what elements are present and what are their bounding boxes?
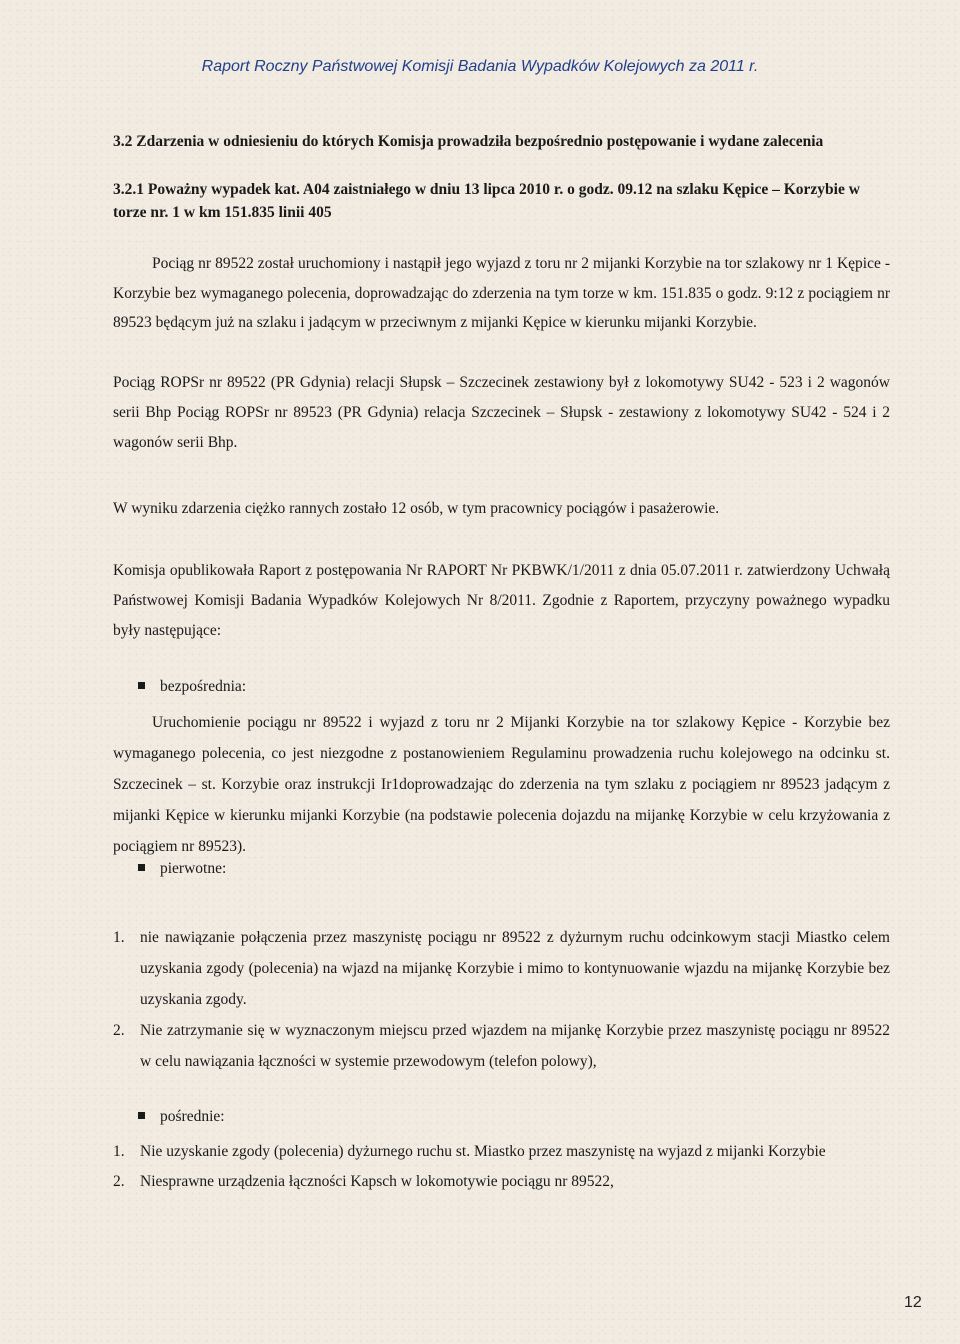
list-number: 2. — [113, 1022, 125, 1039]
paragraph-train-composition: Pociąg ROPSr nr 89522 (PR Gdynia) relacji Słupsk – Szczecinek zestawiony był z lokomotywy SU42 - 523 i 2 wagonów serii Bhp Pociąg ROPSr nr 89523 (PR Gdynia) relacja Szczecinek – Słupsk - zestawiony z lokomotywy SU42 - 524 i 2 wagonów serii Bhp. — [113, 374, 890, 451]
list-text: Niesprawne urządzenia łączności Kapsch w lokomotywie pociągu nr 89522, — [140, 1173, 614, 1190]
bullet-square-icon — [138, 1112, 145, 1119]
list-item — [113, 1137, 890, 1167]
bullet-label: bezpośrednia: — [160, 678, 247, 695]
bullet-indirect-causes — [138, 1108, 225, 1126]
list-item — [113, 922, 890, 1015]
paragraph-train-departure — [113, 249, 890, 338]
list-text: Nie zatrzymanie się w wyznaczonym miejscu przed wjazdem na mijankę Korzybie przez maszynistę pociągu nr 89522 w celu nawiązania łączności w systemie przewodowym (telefon polowy), — [140, 1022, 890, 1070]
list-number: 1. — [113, 929, 125, 946]
list-number: 1. — [113, 1143, 125, 1160]
list-text: nie nawiązanie połączenia przez maszynistę pociągu nr 89522 z dyżurnym ruchu odcinkowym stacji Miastko celem uzyskania zgody (polecenia) na wjazd na mijankę Korzybie i mimo to kontynuowanie wjazdu na mijankę Korzybie bez uzyskania zgody. — [140, 929, 890, 1008]
bullet-label: pośrednie: — [160, 1108, 225, 1125]
paragraph-text: Uruchomienie pociągu nr 89522 i wyjazd z toru nr 2 Mijanki Korzybie na tor szlakowy Kępice - Korzybie bez wymaganego polecenia, co jest niezgodne z postanowieniem Regulaminu prowadzenia ruchu kolejowego na odcinku st. Szczecinek – st. Korzybie oraz instrukcji Ir1doprowadzając do zderzenia na tym szlaku z pociągiem nr 89523 jadącym z mijanki Kępice w kierunku mijanki Korzybie (na podstawie polecenia dojazdu na mijankę Korzybie w celu krzyżowania z pociągiem nr 89523). — [113, 714, 890, 855]
page-number: 12 — [904, 1294, 922, 1311]
paragraph-direct-cause — [113, 707, 890, 862]
bullet-square-icon — [138, 864, 145, 871]
bullet-label: pierwotne: — [160, 860, 227, 877]
list-item — [113, 1015, 890, 1077]
paragraph-injuries: W wyniku zdarzenia ciężko rannych zostało 12 osób, w tym pracownicy pociągów i pasażerowie. — [113, 500, 720, 517]
paragraph-text: Pociąg nr 89522 został uruchomiony i nastąpił jego wyjazd z toru nr 2 mijanki Korzybie na tor szlakowy nr 1 Kępice - Korzybie bez wymaganego polecenia, doprowadzając do zderzenia na tym torze w km. 151.835 o godz. 9:12 z pociągiem nr 89523 będącym już na szlaku i jadącym w przeciwnym z mijanki Kępice w kierunku mijanki Korzybie. — [113, 255, 890, 331]
list-text: Nie uzyskanie zgody (polecenia) dyżurnego ruchu st. Miastko przez maszynistę na wyjazd z mijanki Korzybie — [140, 1143, 826, 1160]
bullet-direct-cause — [138, 678, 246, 696]
bullet-primary-causes — [138, 860, 226, 878]
section-title: 3.2 Zdarzenia w odniesieniu do których Komisja prowadziła bezpośrednio postępowanie i wydane zalecenia — [113, 133, 824, 150]
bullet-square-icon — [138, 682, 145, 689]
primary-causes-list — [113, 922, 890, 1077]
indirect-causes-list — [113, 1137, 890, 1197]
subsection-title: 3.2.1 Poważny wypadek kat. A04 zaistniałego w dniu 13 lipca 2010 r. o godz. 09.12 na szlaku Kępice – Korzybie w torze nr. 1 w km 151.835 linii 405 — [113, 181, 860, 221]
report-header: Raport Roczny Państwowej Komisji Badania Wypadków Kolejowych za 2011 r. — [201, 58, 759, 75]
list-item — [113, 1167, 890, 1197]
paragraph-report: Komisja opublikowała Raport z postępowania Nr RAPORT Nr PKBWK/1/2011 z dnia 05.07.2011 r. zatwierdzony Uchwałą Państwowej Komisji Badania Wypadków Kolejowych Nr 8/2011. Zgodnie z Raportem, przyczyny poważnego wypadku były następujące: — [113, 562, 890, 639]
list-number: 2. — [113, 1173, 125, 1190]
